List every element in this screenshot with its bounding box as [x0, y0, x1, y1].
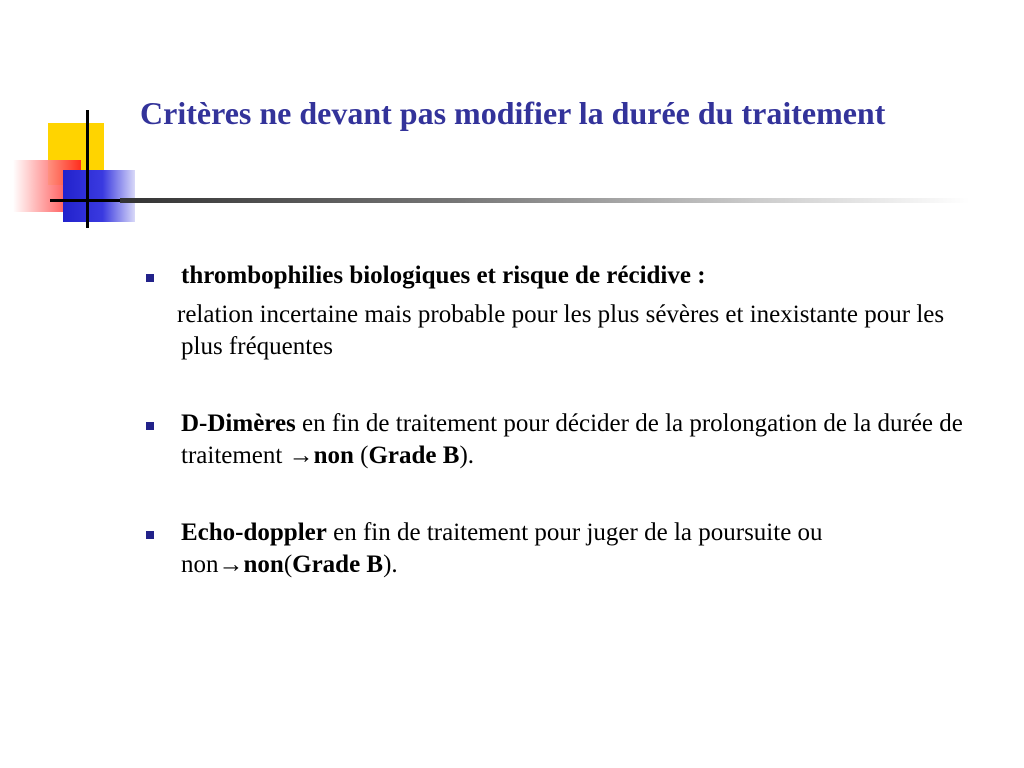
- bullet-result: non: [243, 551, 284, 578]
- title-divider: [120, 198, 970, 203]
- bullet-lead: thrombophilies biologiques et risque de récidive :: [181, 262, 706, 289]
- arrow-icon: →: [288, 442, 314, 469]
- square-bullet-icon: [146, 274, 154, 282]
- slide-title: Critères ne devant pas modifier la durée du traitement: [140, 95, 886, 131]
- bullet-detail: relation incertaine mais probable pour les plus sévères et inexistante pour les plus fréquentes: [177, 300, 945, 360]
- bullet-thrombophilies: [143, 260, 983, 364]
- bullet-grade: Grade B: [368, 442, 460, 469]
- blue-square: [63, 170, 135, 222]
- bullet-text: en fin de traitement pour décider de la prolongation de la durée de traitement: [181, 409, 963, 469]
- paren-open: (: [353, 442, 369, 469]
- decorative-squares-logo: [0, 0, 150, 240]
- paren-open: (: [283, 551, 293, 578]
- paren-close: ).: [459, 442, 475, 469]
- bullet-echo-doppler: [143, 517, 983, 582]
- arrow-icon: →: [218, 551, 244, 578]
- bullet-text: en fin de traitement pour juger de la poursuite ou non: [181, 518, 823, 578]
- square-bullet-icon: [146, 422, 154, 430]
- bullet-lead: D-Dimères: [181, 409, 296, 437]
- bullet-grade: Grade B: [292, 551, 384, 578]
- bullet-result: non: [313, 442, 354, 469]
- paren-close: ).: [383, 551, 398, 578]
- square-bullet-icon: [146, 531, 154, 539]
- bullet-d-dimeres: [143, 408, 983, 473]
- bullet-lead: Echo-doppler: [181, 518, 327, 546]
- bullet-list: [143, 260, 983, 582]
- logo-vertical-line: [86, 110, 89, 228]
